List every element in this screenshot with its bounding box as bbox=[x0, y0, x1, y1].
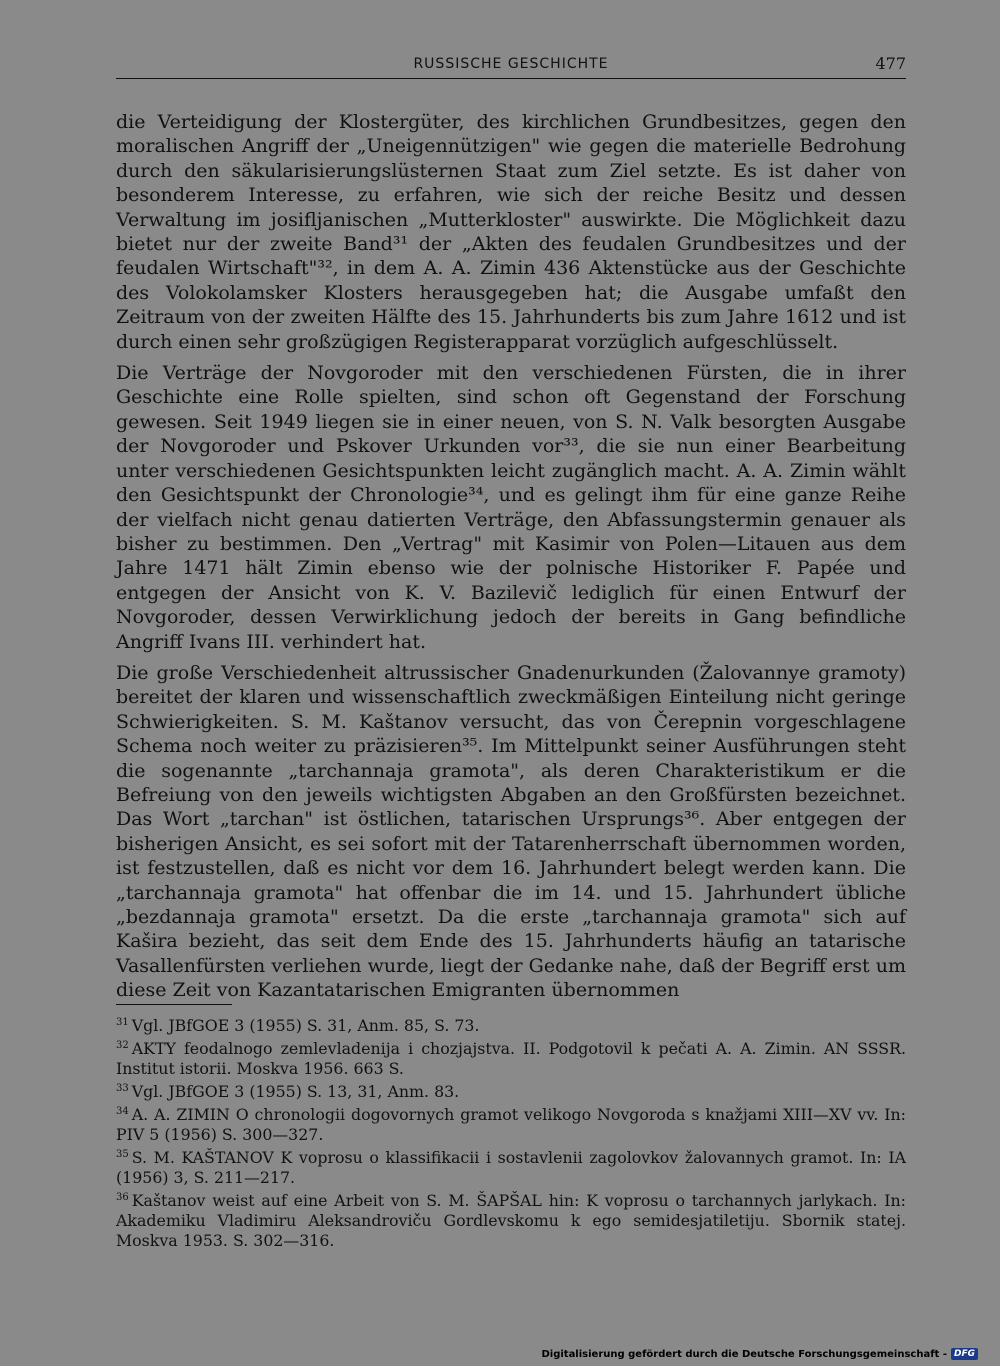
footnote bbox=[116, 1105, 906, 1145]
footnote bbox=[116, 1016, 906, 1036]
running-title: RUSSISCHE GESCHICHTE bbox=[413, 56, 609, 72]
footnote bbox=[116, 1148, 906, 1188]
footnote-number: 31 bbox=[116, 1016, 129, 1028]
footnotes bbox=[116, 1016, 906, 1254]
paragraph: die Verteidigung der Klostergüter, des kirchlichen Grundbesitzes, gegen den moralischen Angriff der „Uneigennützigen" wie gegen die materielle Bedrohung durch den säkularisierungslüsternen Staat zum Ziel setzte. Es ist daher von besonderem Interesse, zu erfahren, wie sich der reiche Besitz und dessen Verwaltung im josifljanischen „Mutterkloster" auswirkte. Die Möglichkeit dazu bietet nur der zweite Band³¹ der „Akten des feudalen Grundbesitzes und der feudalen Wirtschaft"³², in dem A. A. Zimin 436 Aktenstücke aus der Geschichte des Volokolamsker Klosters herausgegeben hat; die Ausgabe umfaßt den Zeitraum von der zweiten Hälfte des 15. Jahrhunderts bis zum Jahre 1612 und ist durch einen sehr großzügigen Registerapparat vorzüglich aufgeschlüsselt. bbox=[116, 111, 906, 353]
main-text bbox=[116, 110, 906, 1010]
dfg-logo-icon: DFG bbox=[951, 1348, 978, 1360]
footnote-text: Vgl. JBfGOE 3 (1955) S. 31, Anm. 85, S. 73. bbox=[131, 1016, 480, 1035]
paragraph: Die Verträge der Novgoroder mit den verschiedenen Fürsten, die in ihrer Geschichte eine Rolle spielten, sind schon oft Gegenstand der Forschung gewesen. Seit 1949 liegen sie in einer neuen, von S. N. Valk besorgten Ausgabe der Novgoroder und Pskover Urkunden vor³³, die sie nun einer Bearbeitung unter verschiedenen Gesichtspunkten leicht zugänglich macht. A. A. Zimin wählt den Gesichtspunkt der Chronologie³⁴, und es gelingt ihm für eine ganze Reihe der vielfach nicht genau datierten Verträge, den Abfassungstermin genauer als bisher zu bestimmen. Den „Vertrag" mit Kasimir von Polen—Litauen aus dem Jahre 1471 hält Zimin ebenso wie der polnische Historiker F. Papée und entgegen der Ansicht von K. V. Bazilevič lediglich für einen Entwurf der Novgoroder, dessen Verwirklichung jedoch der bereits in Gang befindliche Angriff Ivans III. verhindert hat. bbox=[116, 362, 906, 653]
digitization-credit bbox=[541, 1348, 978, 1360]
footnote bbox=[116, 1191, 906, 1251]
footnote-number: 34 bbox=[116, 1105, 129, 1117]
running-header bbox=[116, 56, 906, 79]
footnote-text: AKTY feodalnogo zemlevladenija i chozjajstva. II. Podgotovil k pečati A. A. Zimin. AN SSSR. Institut istorii. Moskva 1956. 663 S. bbox=[116, 1039, 906, 1078]
page-number: 477 bbox=[875, 54, 906, 73]
footnote-text: Vgl. JBfGOE 3 (1955) S. 13, 31, Anm. 83. bbox=[131, 1082, 460, 1101]
credit-text: Digitalisierung gefördert durch die Deutsche Forschungsgemeinschaft - bbox=[541, 1348, 947, 1360]
footnote-text: Kaštanov weist auf eine Arbeit von S. M. ŠAPŠAL hin: K voprosu o tarchannych jarlykach. In: Akademiku Vladimiru Aleksandroviču Gordlevskomu k ego semidesjatiletiju. Sbornik statej. Moskva 1953. S. 302—316. bbox=[116, 1191, 906, 1250]
footnote-number: 33 bbox=[116, 1082, 129, 1094]
footnote-text: A. A. ZIMIN O chronologii dogovornych gramot velikogo Novgoroda s knažjami XIII—XV vv. In: PIV 5 (1956) S. 300—327. bbox=[116, 1105, 906, 1144]
footnote-number: 35 bbox=[116, 1148, 129, 1160]
paragraph: Die große Verschiedenheit altrussischer Gnadenurkunden (Žalovannye gramoty) bereitet der klaren und wissenschaftlich zweckmäßigen Einteilung nicht geringe Schwierigkeiten. S. M. Kaštanov versucht, das von Čerepnin vorgeschlagene Schema noch weiter zu präzisieren³⁵. Im Mittelpunkt seiner Ausführungen steht die sogenannte „tarchannaja gramota", als deren Charakteristikum er die Befreiung von den jeweils wichtigsten Abgaben an den Großfürsten bezeichnet. Das Wort „tarchan" ist östlichen, tatarischen Ursprungs³⁶. Aber entgegen der bisherigen Ansicht, es sei sofort mit der Tatarenherrschaft übernommen worden, ist festzustellen, daß es nicht vor dem 16. Jahrhundert belegt werden kann. Die „tarchannaja gramota" hat offenbar die im 14. und 15. Jahrhundert übliche „bezdannaja gramota" ersetzt. Da die erste „tarchannaja gramota" sich auf Kašira bezieht, das seit dem Ende des 15. Jahrhunderts häufig an tatarische Vasallenfürsten verliehen wurde, liegt der Gedanke nahe, daß der Begriff erst um diese Zeit von Kazantatarischen Emigranten übernommen bbox=[116, 661, 906, 1002]
footnote bbox=[116, 1039, 906, 1079]
footnote bbox=[116, 1082, 906, 1102]
footnote-number: 32 bbox=[116, 1039, 129, 1051]
footnote-text: S. M. KAŠTANOV K voprosu o klassifikacii i sostavlenii zagolovkov žalovannych gramot. In: IA (1956) 3, S. 211—217. bbox=[116, 1148, 906, 1187]
footnote-divider bbox=[116, 1004, 232, 1005]
footnote-number: 36 bbox=[116, 1191, 129, 1203]
